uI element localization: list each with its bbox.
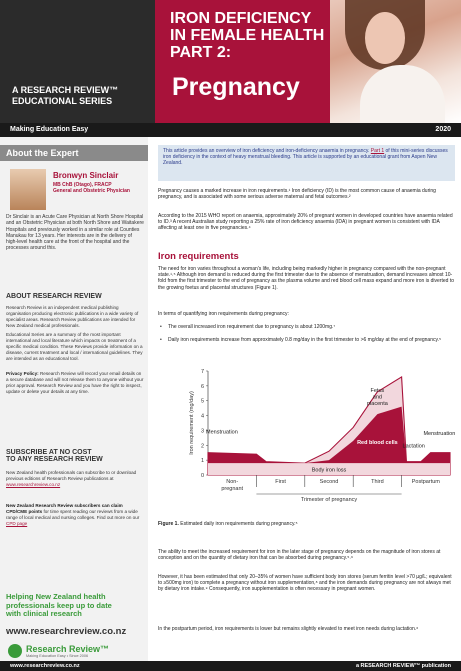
annotation-label: Menstruation — [206, 429, 238, 436]
subscribe-heading-2: TO ANY RESEARCH REVIEW — [6, 456, 103, 463]
brand-line-1: A RESEARCH REVIEW™ — [12, 85, 119, 95]
cpd-page-link[interactable]: CPD page — [6, 521, 28, 527]
subscribe-link[interactable]: www.researchreview.co.nz — [6, 482, 61, 488]
privacy-text: Research Review will record your email details on a secure database and will not release them to anyone without your prior approval. Research Review and you have the right to inspect, update or delete your details at any time. — [6, 371, 144, 395]
research-review-logo — [8, 644, 148, 662]
y-tick-label: 2 — [200, 443, 204, 450]
subscribe-body: New Zealand health professionals can subscribe to or download previous editions of Research Review publications at — [6, 470, 137, 482]
expert-cred-1: MB ChB (Otago), FRACP — [53, 182, 112, 188]
logo-icon — [8, 644, 22, 658]
header-banner — [0, 0, 461, 123]
about-rr-heading: ABOUT RESEARCH REVIEW — [6, 293, 102, 300]
phase-label: Non- — [226, 479, 239, 485]
expert-credentials — [53, 182, 145, 194]
bullet-2: • Daily iron requirements increase from approximately 0.8 mg/day in the first trimester to >6 mg/day at the end of pregnancy.⁵ — [168, 337, 455, 343]
tagline-bar — [0, 123, 461, 137]
annotation-fetus-placenta: placenta — [367, 400, 388, 407]
subscribe-heading-1: SUBSCRIBE AT NO COST — [6, 449, 92, 456]
phase-label: Postpartum — [411, 479, 440, 485]
privacy-policy — [6, 371, 144, 395]
promo-line-3: with clinical research — [6, 609, 82, 618]
y-axis-label: Iron requirement (mg/day) — [189, 391, 195, 455]
figure-caption — [158, 521, 298, 527]
y-tick-label: 4 — [200, 413, 204, 420]
promo-url-link[interactable]: www.researchreview.co.nz — [6, 626, 127, 637]
footer-bar — [0, 661, 461, 671]
paragraph-4: In terms of quantifying iron requirements during pregnancy: — [158, 311, 289, 317]
brand-logo — [12, 85, 118, 107]
logo-text: Research Review™ — [26, 644, 110, 654]
tagline: Making Education Easy — [10, 126, 89, 133]
photo-face — [365, 12, 405, 64]
caption-label: Figure 1. — [158, 521, 179, 527]
subscribe-heading — [6, 449, 144, 463]
paragraph-2: According to the 2015 WHO report on anaemia, approximately 20% of pregnant women in developed countries have anaemia related to ID.³ A recent Australian study reporting a 25% rate of iron deficiency anaemia (IDA) in pregnant women is consistent with IDA affecting at least one in five pregnancies.⁴ — [158, 213, 453, 232]
cme-label: New Zealand Research Review subscribers can claim CPD/CME points — [6, 503, 123, 515]
cme-body: for time spent reading our reviews from a wide range of local medical and nursing colleges. Find out more on our — [6, 509, 140, 521]
subscribe-text — [6, 470, 144, 488]
footer-url[interactable]: www.researchreview.co.nz — [10, 663, 80, 669]
intro-box — [158, 145, 455, 181]
annotation-label: Menstruation — [423, 430, 455, 437]
intro-text-2: of this mini-series discusses iron deficiency in the context of heavy menstrual bleeding. This article is supported by an educational grant from Aspen New Zealand. — [163, 148, 448, 167]
page-title: Pregnancy — [172, 73, 300, 101]
promo-heading — [6, 593, 146, 619]
phase-label: First — [275, 479, 286, 485]
promo-line-2: professionals keep up to date — [6, 600, 112, 610]
y-tick-label: 7 — [200, 369, 204, 375]
title-line-1: IRON DEFICIENCY — [170, 10, 312, 27]
annotation-fetus-placenta: and — [372, 394, 382, 401]
y-tick-label: 6 — [200, 383, 204, 390]
paragraph-6: However, it has been estimated that only 20–35% of women have sufficient body iron stores (serum ferritin level >70 µg/L; equivalent to ≥500mg iron) to complete a pregnancy without iron supplementation,⁸ and the iron demands during pregnancy are not always met by dietary iron intake.⁹ Consequently, iron supplementation is often necessary in pregnant women. — [158, 574, 452, 593]
promo-line-1: Helping New Zealand health — [6, 592, 106, 601]
annotation-label: Red blood cells — [357, 439, 398, 446]
section-heading: Iron requirements — [158, 251, 239, 262]
about-expert-heading: About the Expert — [0, 145, 148, 161]
phase-label: Second — [319, 479, 339, 485]
part-1-link[interactable]: Part 1 — [370, 148, 385, 154]
expert-cred-2: General and Obstetric Physician — [53, 188, 130, 194]
phase-label-2: pregnant — [221, 486, 244, 492]
paragraph-5: The ability to meet the increased requirement for iron in the later stage of pregnancy depends on the magnitude of iron stores at conception and on the quantity of dietary iron that can be absorbed during pregnancy.⁵˒⁶ — [158, 549, 441, 562]
y-tick-label: 3 — [200, 428, 204, 435]
year: 2020 — [435, 126, 451, 133]
bullet-1: • The overall increased iron requirement due to pregnancy is about 1200mg.⁷ — [168, 324, 455, 330]
trimester-label: Trimester of pregnancy — [300, 497, 358, 503]
caption-text: Estimated daily iron requirements during pregnancy.⁵ — [180, 521, 298, 527]
paragraph-7: In the postpartum period, iron requirements is lower but remains slightly elevated to meet iron needs during lactation.⁶ — [158, 626, 419, 632]
logo-tagline: Making Education Easy • Since 2006 — [26, 654, 89, 658]
annotation-fetus-placenta: Fetus — [370, 387, 385, 394]
intro-text: This article provides an overview of iron deficiency and iron-deficiency anaemia in pregnancy. — [163, 148, 370, 154]
footer-publication: a RESEARCH REVIEW™ publication — [355, 663, 451, 669]
brand-line-2: EDUCATIONAL SERIES — [12, 96, 113, 106]
iron-requirements-chart — [158, 367, 455, 515]
paragraph-3: The need for iron varies throughout a woman's life, including being markedly higher in pregnancy compared with the non-pregnant state.¹˒⁵ Although iron demand is reduced during the first trimester due to the absence of menstruation, demand increases almost 10-fold from the first trimester to the end of pregnancy as the plasma volume and red blood cell mass expand and more iron is diverted to the growing foetus and placental structures (Figure 1). — [158, 266, 454, 291]
expert-bio: Dr Sinclair is an Acute Care Physician at North Shore Hospital and an Obstetric Physician at both North Shore and Waitakere Hospitals and previously worked in a similar role at Counties Manukau for 13 years. Her interests are in the delivery of high-level health care at the front of the hospital and the processes around this. — [6, 214, 144, 252]
educational-series-text: Educational Series are a summary of the most important international and local literature which impacts on treatment of a specific medical condition. These Reviews provide information on a disease, current treatment and local / international guidelines. They are intended as an educational tool. — [6, 332, 143, 362]
title-line-2: IN FEMALE HEALTH — [170, 27, 325, 44]
expert-photo — [10, 169, 46, 210]
series-title — [170, 10, 340, 61]
expert-name: Bronwyn Sinclair — [53, 171, 119, 180]
annotation-label: Lactation — [402, 443, 425, 450]
y-tick-label: 0 — [200, 473, 204, 479]
about-rr-text: Research Review is an independent medical publishing organisation producing electronic publications in a wide variety of specialist areas. Research Review publications are intended for New Zealand medical professionals. — [6, 305, 139, 329]
title-line-3: PART 2: — [170, 44, 232, 61]
cme-text — [6, 503, 144, 527]
y-tick-label: 5 — [200, 398, 204, 405]
y-tick-label: 1 — [200, 458, 204, 465]
annotation-label: Body iron loss — [311, 467, 347, 474]
paragraph-1: Pregnancy causes a marked increase in iron requirements.¹ Iron deficiency (ID) is the most common cause of anaemia during pregnancy, and is associated with some serious adverse maternal and fetal outcomes.² — [158, 188, 436, 201]
privacy-label: Privacy Policy: — [6, 371, 39, 376]
phase-label: Third — [371, 479, 384, 485]
